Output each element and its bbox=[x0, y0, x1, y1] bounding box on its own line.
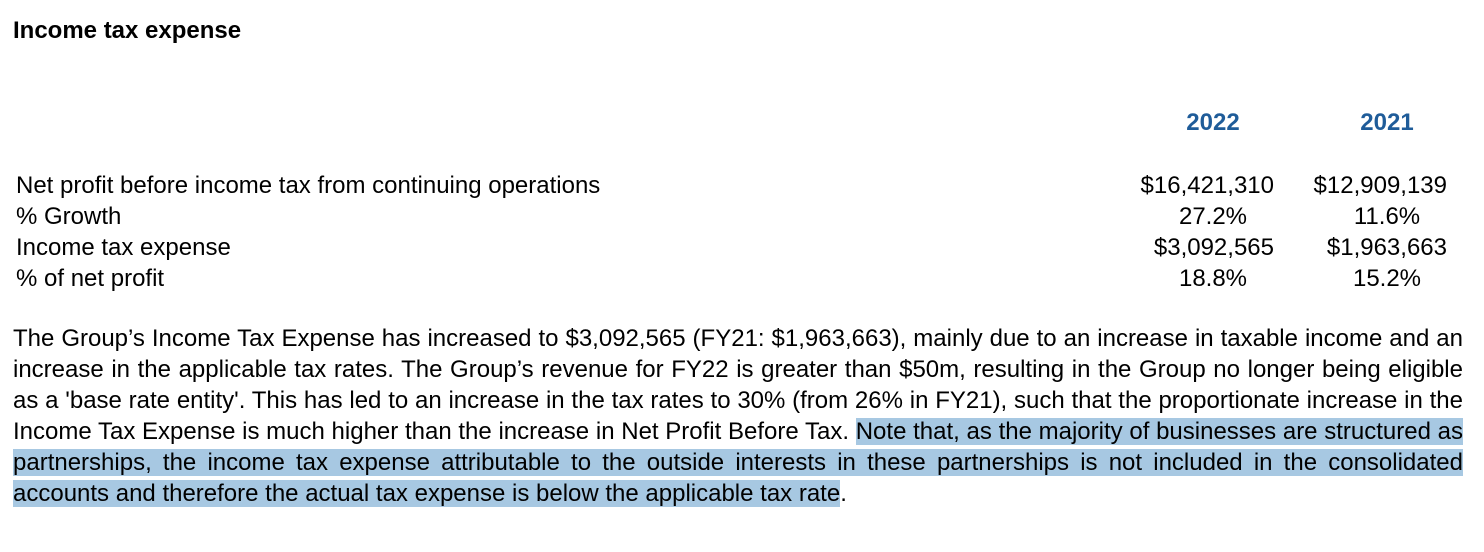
row-label: % Growth bbox=[16, 203, 122, 230]
table-row bbox=[16, 232, 1456, 263]
value-2021: 11.6% bbox=[1353, 203, 1421, 230]
value-2021: $12,909,139 bbox=[1313, 172, 1447, 199]
value-2022: $16,421,310 bbox=[1140, 172, 1274, 199]
selected-text-highlight[interactable]: Note that, as the majority of businesses are structured as partnerships, the income tax expense attributable to the outside interests in these partnerships is not included in the consolidated accounts and therefore the actual tax expense is below the applicable tax rate bbox=[13, 418, 1463, 507]
table-row bbox=[16, 263, 1456, 294]
value-2021: 15.2% bbox=[1352, 265, 1422, 292]
paragraph-text: The Group’s Income Tax Expense has increased to $3,092,565 (FY21: $1,963,663), mainly due to an increase in taxable income and an increase in the applicable tax rates. The Group’s revenue for FY22 is greater than $50m, resulting in the Group no longer being eligible as a 'base rate entity'. This has led to an increase in the tax rates to 30% (from 26% in FY21), such that the proportionate increase in the Income Tax Expense is much higher than the increase in Net Profit Before Tax. bbox=[13, 325, 1463, 445]
value-2021: $1,963,663 bbox=[1326, 234, 1447, 261]
financial-table bbox=[16, 170, 1456, 294]
explanation-paragraph[interactable] bbox=[13, 323, 1463, 509]
section-heading: Income tax expense bbox=[13, 17, 242, 44]
value-2022: $3,092,565 bbox=[1153, 234, 1274, 261]
paragraph-end: . bbox=[840, 480, 847, 507]
column-header-2021: 2021 bbox=[1360, 109, 1414, 136]
row-label: Net profit before income tax from continuing operations bbox=[16, 172, 601, 199]
table-row bbox=[16, 170, 1456, 201]
row-label: Income tax expense bbox=[16, 234, 231, 261]
value-2022: 18.8% bbox=[1178, 265, 1248, 292]
value-2022: 27.2% bbox=[1178, 203, 1248, 230]
column-header-2022: 2022 bbox=[1186, 109, 1240, 136]
table-row bbox=[16, 201, 1456, 232]
row-label: % of net profit bbox=[16, 265, 165, 292]
